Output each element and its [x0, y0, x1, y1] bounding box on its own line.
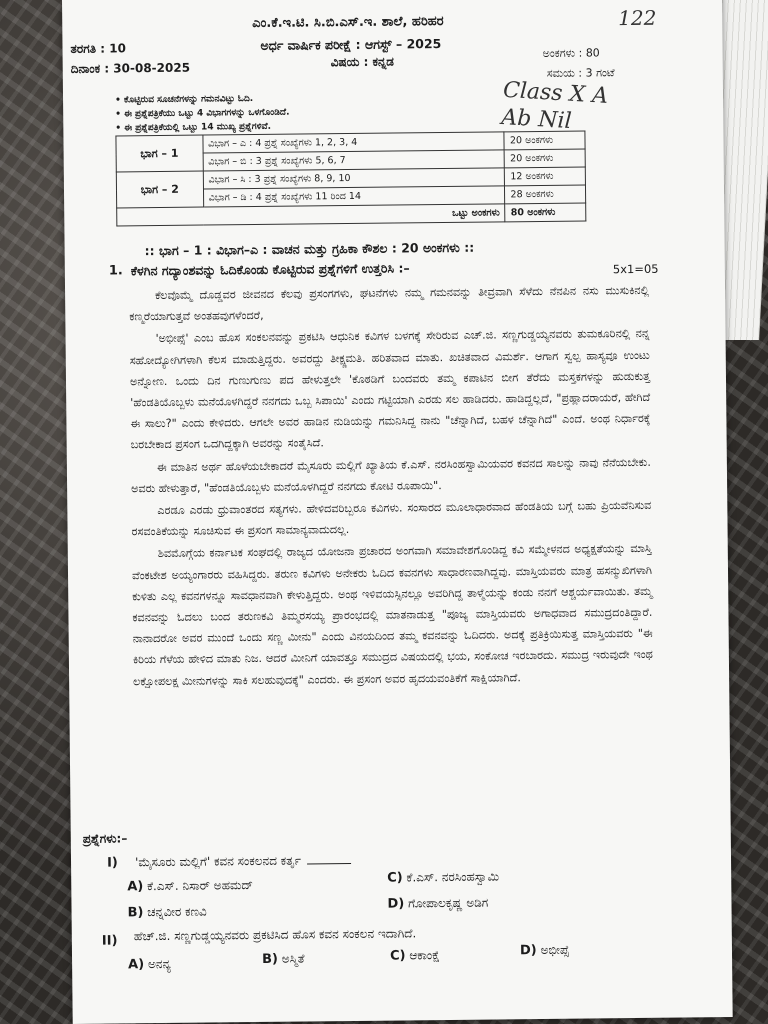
- option-c[interactable]: [390, 948, 440, 964]
- marks-distribution-table: [115, 131, 586, 227]
- reading-passage: [129, 280, 653, 693]
- option-a[interactable]: [128, 957, 171, 972]
- option-c[interactable]: [387, 869, 499, 885]
- max-marks: ಅಂಕಗಳು : 80: [542, 46, 600, 60]
- school-name: ಎಂ.ಕೆ.ಇ.ಟಿ. ಸಿ.ಬಿ.ಎಸ್.ಇ. ಶಾಲೆ, ಹರಿಹರ: [252, 14, 444, 32]
- exam-duration: ಸಮಯ : 3 ಗಂಟೆ: [546, 66, 615, 80]
- section-cell: ವಿಭಾಗ – ಡಿ : 4 ಪ್ರಶ್ನೆ ಸಂಖ್ಯೆಗಳು 11 ರಿಂದ 14: [203, 186, 505, 207]
- section-heading: :: ಭಾಗ – 1 : ವಿಭಾಗ–ಎ : ವಾಚನ ಮತ್ತು ಗ್ರಹಿಕಾ ಕೌಶಲ : 20 ಅಂಕಗಳು ::: [144, 239, 475, 259]
- question-roman-number: II): [101, 933, 118, 949]
- exam-title: ಅರ್ಧ ವಾರ್ಷಿಕ ಪರೀಕ್ಷೆ : ಆಗಸ್ಟ್ – 2025: [260, 36, 442, 53]
- option-key: D): [387, 896, 405, 912]
- total-label: ಒಟ್ಟು ಅಂಕಗಳು: [117, 204, 506, 226]
- option-text: ಅಭೀಪ್ಸೆ: [540, 942, 570, 958]
- option-a[interactable]: [127, 878, 253, 894]
- section-cell: ವಿಭಾಗ – ಸಿ : 3 ಪ್ರಶ್ನೆ ಸಂಖ್ಯೆಗಳು 8, 9, 10: [203, 168, 505, 189]
- part-cell: ಭಾಗ – 2: [116, 171, 203, 208]
- option-d[interactable]: [520, 943, 569, 959]
- date-label: ದಿನಾಂಕ : 30-08-2025: [70, 60, 191, 76]
- section-cell: ವಿಭಾಗ – ಬಿ : 3 ಪ್ರಶ್ನೆ ಸಂಖ್ಯೆಗಳು 5, 6, 7: [203, 150, 505, 171]
- option-text: ಆಕಾಂಕ್ಷೆ: [409, 948, 441, 963]
- subject-label: ವಿಷಯ : ಕನ್ನಡ: [330, 54, 394, 70]
- handwritten-absent: Ab Nil: [500, 104, 573, 135]
- instruction-item: • ಈ ಪ್ರಶ್ನೆಪತ್ರಿಕೆಯು ಒಟ್ಟು 4 ವಿಭಾಗಗಳನ್ನು ಒಳಗೊಂಡಿದೆ.: [115, 103, 495, 121]
- question-stem-text: 'ಮೈಸೂರು ಮಲ್ಲಿಗೆ' ಕವನ ಸಂಕಲನದ ಕರ್ತೃ: [134, 853, 301, 870]
- total-value: 80 ಅಂಕಗಳು: [505, 203, 586, 222]
- marks-cell: 20 ಅಂಕಗಳು: [505, 149, 586, 168]
- option-text: ಅನನ್ಯ: [147, 956, 171, 972]
- handwritten-class: Class X A: [502, 77, 609, 109]
- option-key: D): [519, 943, 537, 959]
- option-key: A): [127, 879, 144, 895]
- option-key: A): [128, 957, 145, 973]
- question-stem: ಹೆಚ್.ಜಿ. ಸಣ್ಣಗುಡ್ಡಯ್ಯನವರು ಪ್ರಕಟಿಸಿದ ಹೊಸ ಕವನ ಸಂಕಲನ ಇದಾಗಿದೆ.: [133, 926, 417, 944]
- marks-cell: 12 ಅಂಕಗಳು: [505, 167, 586, 186]
- option-key: B): [127, 905, 144, 921]
- marks-cell: 20 ಅಂಕಗಳು: [504, 131, 585, 150]
- option-b[interactable]: [127, 905, 206, 921]
- option-text: ಕೆ.ಎಸ್. ನರಸಿಂಹಸ್ವಾಮಿ: [406, 869, 500, 885]
- option-text: ಗೋಪಾಲಕೃಷ್ಣ ಅಡಿಗ: [407, 895, 489, 911]
- part-cell: ಭಾಗ – 1: [116, 135, 203, 172]
- option-text: ಅಸ್ಮಿತೆ: [281, 951, 305, 966]
- option-key: C): [389, 948, 406, 964]
- section-cell: ವಿಭಾಗ – ಎ : 4 ಪ್ರಶ್ನೆ ಸಂಖ್ಯೆಗಳು 1, 2, 3, 4: [202, 132, 504, 153]
- marks-cell: 28 ಅಂಕಗಳು: [505, 185, 586, 204]
- handwritten-number: 122: [618, 5, 657, 31]
- option-d[interactable]: [387, 896, 488, 912]
- question-paper: [62, 0, 733, 1024]
- question-stem: [135, 853, 351, 870]
- questions-heading: ಪ್ರಶ್ನೆಗಳು:–: [82, 831, 128, 846]
- instruction-item: • ಕೊಟ್ಟಿರುವ ಸೂಚನೆಗಳನ್ನು ಗಮನವಿಟ್ಟು ಓದಿ.: [115, 89, 495, 107]
- question-text: ಕೆಳಗಿನ ಗದ್ಯಾಂಶವನ್ನು ಓದಿಕೊಂಡು ಕೊಟ್ಟಿರುವ ಪ್ರಶ್ನೆಗಳಿಗೆ ಉತ್ತರಿಸಿ :–: [130, 260, 410, 279]
- option-text: ಕೆ.ಎಸ್. ನಿಸಾರ್ ಅಹಮದ್: [147, 878, 254, 894]
- question-number: 1.: [108, 263, 123, 279]
- answer-blank: [307, 854, 351, 864]
- option-b[interactable]: [262, 952, 305, 967]
- instruction-item: • ಈ ಪ್ರಶ್ನೆಪತ್ರಿಕೆಯಲ್ಲಿ ಒಟ್ಟು 14 ಮುಖ್ಯ ಪ್ರಶ್ನೆಗಳಿವೆ.: [115, 117, 495, 135]
- passage-paragraph: ಎರಡೂ ಎರಡು ಧ್ರುವಾಂತರದ ಸತ್ಯಗಳು. ಹೇಳಿದವರಿಬ್ಬರೂ ಕವಿಗಳು. ಸಂಸಾರದ ಮೂಲಾಧಾರವಾದ ಹೆಂಡತಿಯ ಬಗ್ಗೆ ಬಹು ಪ್ರಿಯವೆನಿಸುವ ರಸವಂತಿಕೆಯನ್ನು ಸೂಚಿಸುವ ಈ ಪ್ರಸಂಗ ಸಾಮಾನ್ಯವಾದುದಲ್ಲ.: [131, 498, 652, 539]
- option-text: ಚನ್ನವೀರ ಕಣವಿ: [147, 904, 207, 920]
- question-roman-number: I): [106, 855, 118, 871]
- table-total-row: [117, 203, 586, 226]
- instructions-list: [115, 89, 495, 135]
- passage-paragraph: 'ಅಭೀಪ್ಸೆ' ಎಂಬ ಹೊಸ ಸಂಕಲನವನ್ನು ಪ್ರಕಟಿಸಿ ಆಧುನಿಕ ಕವಿಗಳ ಬಳಗಕ್ಕೆ ಸೇರಿರುವ ಎಚ್.ಜಿ. ಸಣ್ಣಗುಡ್ಡಯ್ಯನವರು ತುಮಕೂರಿನಲ್ಲಿ ನನ್ನ ಸಹೋದ್ಯೋಗಿಗಳಾಗಿ ಕೆಲಸ ಮಾಡುತ್ತಿದ್ದರು. ಅವರದ್ದು ತೀಕ್ಷ್ಣಮತಿ. ಹರಿತವಾದ ಮಾತು. ಖಚಿತವಾದ ವಿಮರ್ಶೆ. ಆಗಾಗ ಸ್ವಲ್ಪ ಹಾಸ್ಯವೂ ಉಂಟು ಅನ್ನೋಣ. ಒಂದು ದಿನ ಗುಣುಗುಣು ಪದ ಹೇಳುತ್ತಲೇ 'ಕೊಠಡಿಗೆ ಬಂದವರು ತಮ್ಮ ಕಪಾಟಿನ ಬೀಗ ತೆರೆದು ಮಸ್ತಕಗಳನ್ನು ಹುಡುಕುತ್ತ 'ಹೆಂಡತಿಯೊಬ್ಬಳು ಮನೆಯೊಳಗಿದ್ದರೆ ನನಗದು ಒಬ್ಬ ಸಿಪಾಯಿ' ಎಂದು ಗಟ್ಟಿಯಾಗಿ ಎರಡು ಸಲ ಹಾಡಿದರು. ಹಾಡಿದ್ದಲ್ಲದೆ, "ಪ್ರಹ್ಲಾದರಾಯರೆ, ಹೇಗಿದೆ ಈ ಸಾಲು?" ಎಂದು ಕೇಳಿದರು. ಆಗಲೇ ಅವರ ಹಾಡಿನ ನುಡಿಯನ್ನು ಗಮನಿಸಿದ್ದ ನಾನು "ಚೆನ್ನಾಗಿದೆ, ಬಹಳ ಚೆನ್ನಾಗಿದೆ" ಎಂದೆ. ಅಂಥ ನಿರ್ಧಾರಕ್ಕೆ ಬರಬೇಕಾದ ಪ್ರಸಂಗ ಒದಗಿದ್ದಕ್ಕಾಗಿ ಅವರನ್ನು ಸಂತೈಸಿದೆ.: [129, 327, 651, 452]
- option-key: B): [261, 951, 278, 967]
- passage-paragraph: ಕೆಲವೊಮ್ಮೆ ದೊಡ್ಡವರ ಜೀವನದ ಕೆಲವು ಪ್ರಸಂಗಗಳು, ಘಟನೆಗಳು ನಮ್ಮ ಗಮನವನ್ನು ತೀವ್ರವಾಗಿ ಸೆಳೆದು ನೆನಪಿನ ನಸು ಮುಸುಕಿನಲ್ಲಿ ಕಣ್ಮರೆಯಾಗುತ್ತವೆ ಅಂತಹವುಗಳೆಂದರೆ,: [129, 283, 650, 324]
- class-label: ತರಗತಿ : 10: [70, 41, 127, 56]
- passage-paragraph: ಶಿವಮೊಗ್ಗೆಯ ಕರ್ನಾಟಕ ಸಂಘದಲ್ಲಿ ರಾಜ್ಯದ ಯೋಜನಾ ಪ್ರಚಾರದ ಅಂಗವಾಗಿ ಸಮಾವೇಶಗೊಂಡಿದ್ದ ಕವಿ ಸಮ್ಮೇಳನದ ಅಧ್ಯಕ್ಷತೆಯನ್ನು ಮಾಸ್ತಿ ವೆಂಕಟೇಶ ಅಯ್ಯಂಗಾರರು ವಹಿಸಿದ್ದರು. ತರುಣ ಕವಿಗಳು ಅನೇಕರು ಓದಿದ ಕವನಗಳು ಸಾಧಾರಣವಾಗಿದ್ದವು. ಮಾಸ್ತಿಯವರು ಮಾತ್ರ ಹಸನ್ಮುಖಿಗಳಾಗಿ ಕುಳಿತು ಎಲ್ಲ ಕವನಗಳನ್ನೂ ಸಾವಧಾನವಾಗಿ ಕೇಳುತ್ತಿದ್ದರು. ಅಂಥ ಇಳಿವಯಸ್ಸಿನಲ್ಲೂ ಅವರಿಗಿದ್ದ ತಾಳ್ಮೆಯನ್ನು ಕಂಡು ನನಗೆ ಆಶ್ಚರ್ಯವಾಯಿತು. ತಮ್ಮ ಕವನವನ್ನು ಓದಲು ಬಂದ ತರುಣಕವಿ ತಿಮ್ಮರಸಯ್ಯ ಪ್ರಾರಂಭದಲ್ಲಿ ಮಾತನಾಡುತ್ತ "ಪೂಜ್ಯ ಮಾಸ್ತಿಯವರು ಅಗಾಧವಾದ ಸಮುದ್ರದಂತಿದ್ದಾರೆ. ನಾನಾದರೋ ಅವರ ಮುಂದೆ ಒಂದು ಸಣ್ಣ ಮೀನು" ಎಂದು ವಿನಯದಿಂದ ತಮ್ಮ ಕವನವನ್ನು ಓದಿದರು. ಅದಕ್ಕೆ ಪ್ರತಿಕ್ರಿಯಿಸುತ್ತ ಮಾಸ್ತಿಯವರು "ಈ ಕಿರಿಯ ಗೆಳೆಯ ಹೇಳಿದ ಮಾತು ನಿಜ. ಆದರೆ ಮೀನಿಗೆ ಯಾವತ್ತೂ ಸಮುದ್ರದ ವಿಷಯದಲ್ಲಿ ಭಯ, ಸಂಕೋಚ ಇರಬಾರದು. ಸಮುದ್ರ ಇರುವುದೇ ಇಂಥ ಲಕ್ಷೋಪಲಕ್ಷ ಮೀನುಗಳನ್ನು ಸಾಕಿ ಸಲಹುವುದಕ್ಕೆ" ಎಂದರು. ಈ ಪ್ರಸಂಗ ಅವರ ಹೃದಯವಂತಿಕೆಗೆ ಸಾಕ್ಷಿಯಾಗಿದೆ.: [131, 542, 653, 688]
- passage-paragraph: ಈ ಮಾತಿನ ಅರ್ಥ ಹೊಳೆಯಬೇಕಾದರೆ ಮೈಸೂರು ಮಲ್ಲಿಗೆ ಖ್ಯಾತಿಯ ಕೆ.ಎಸ್. ನರಸಿಂಹಸ್ವಾಮಿಯವರ ಕವನದ ಸಾಲನ್ನು ನಾವು ನೆನೆಯಬೇಕು. ಅವರು ಹೇಳುತ್ತಾರೆ, "ಹೆಂಡತಿಯೊಬ್ಬಳು ಮನೆಯೊಳಗಿದ್ದರೆ ನನಗದು ಕೋಟಿ ರೂಪಾಯಿ".: [131, 455, 651, 496]
- option-key: C): [387, 870, 403, 886]
- question-marks: 5x1=05: [612, 261, 659, 277]
